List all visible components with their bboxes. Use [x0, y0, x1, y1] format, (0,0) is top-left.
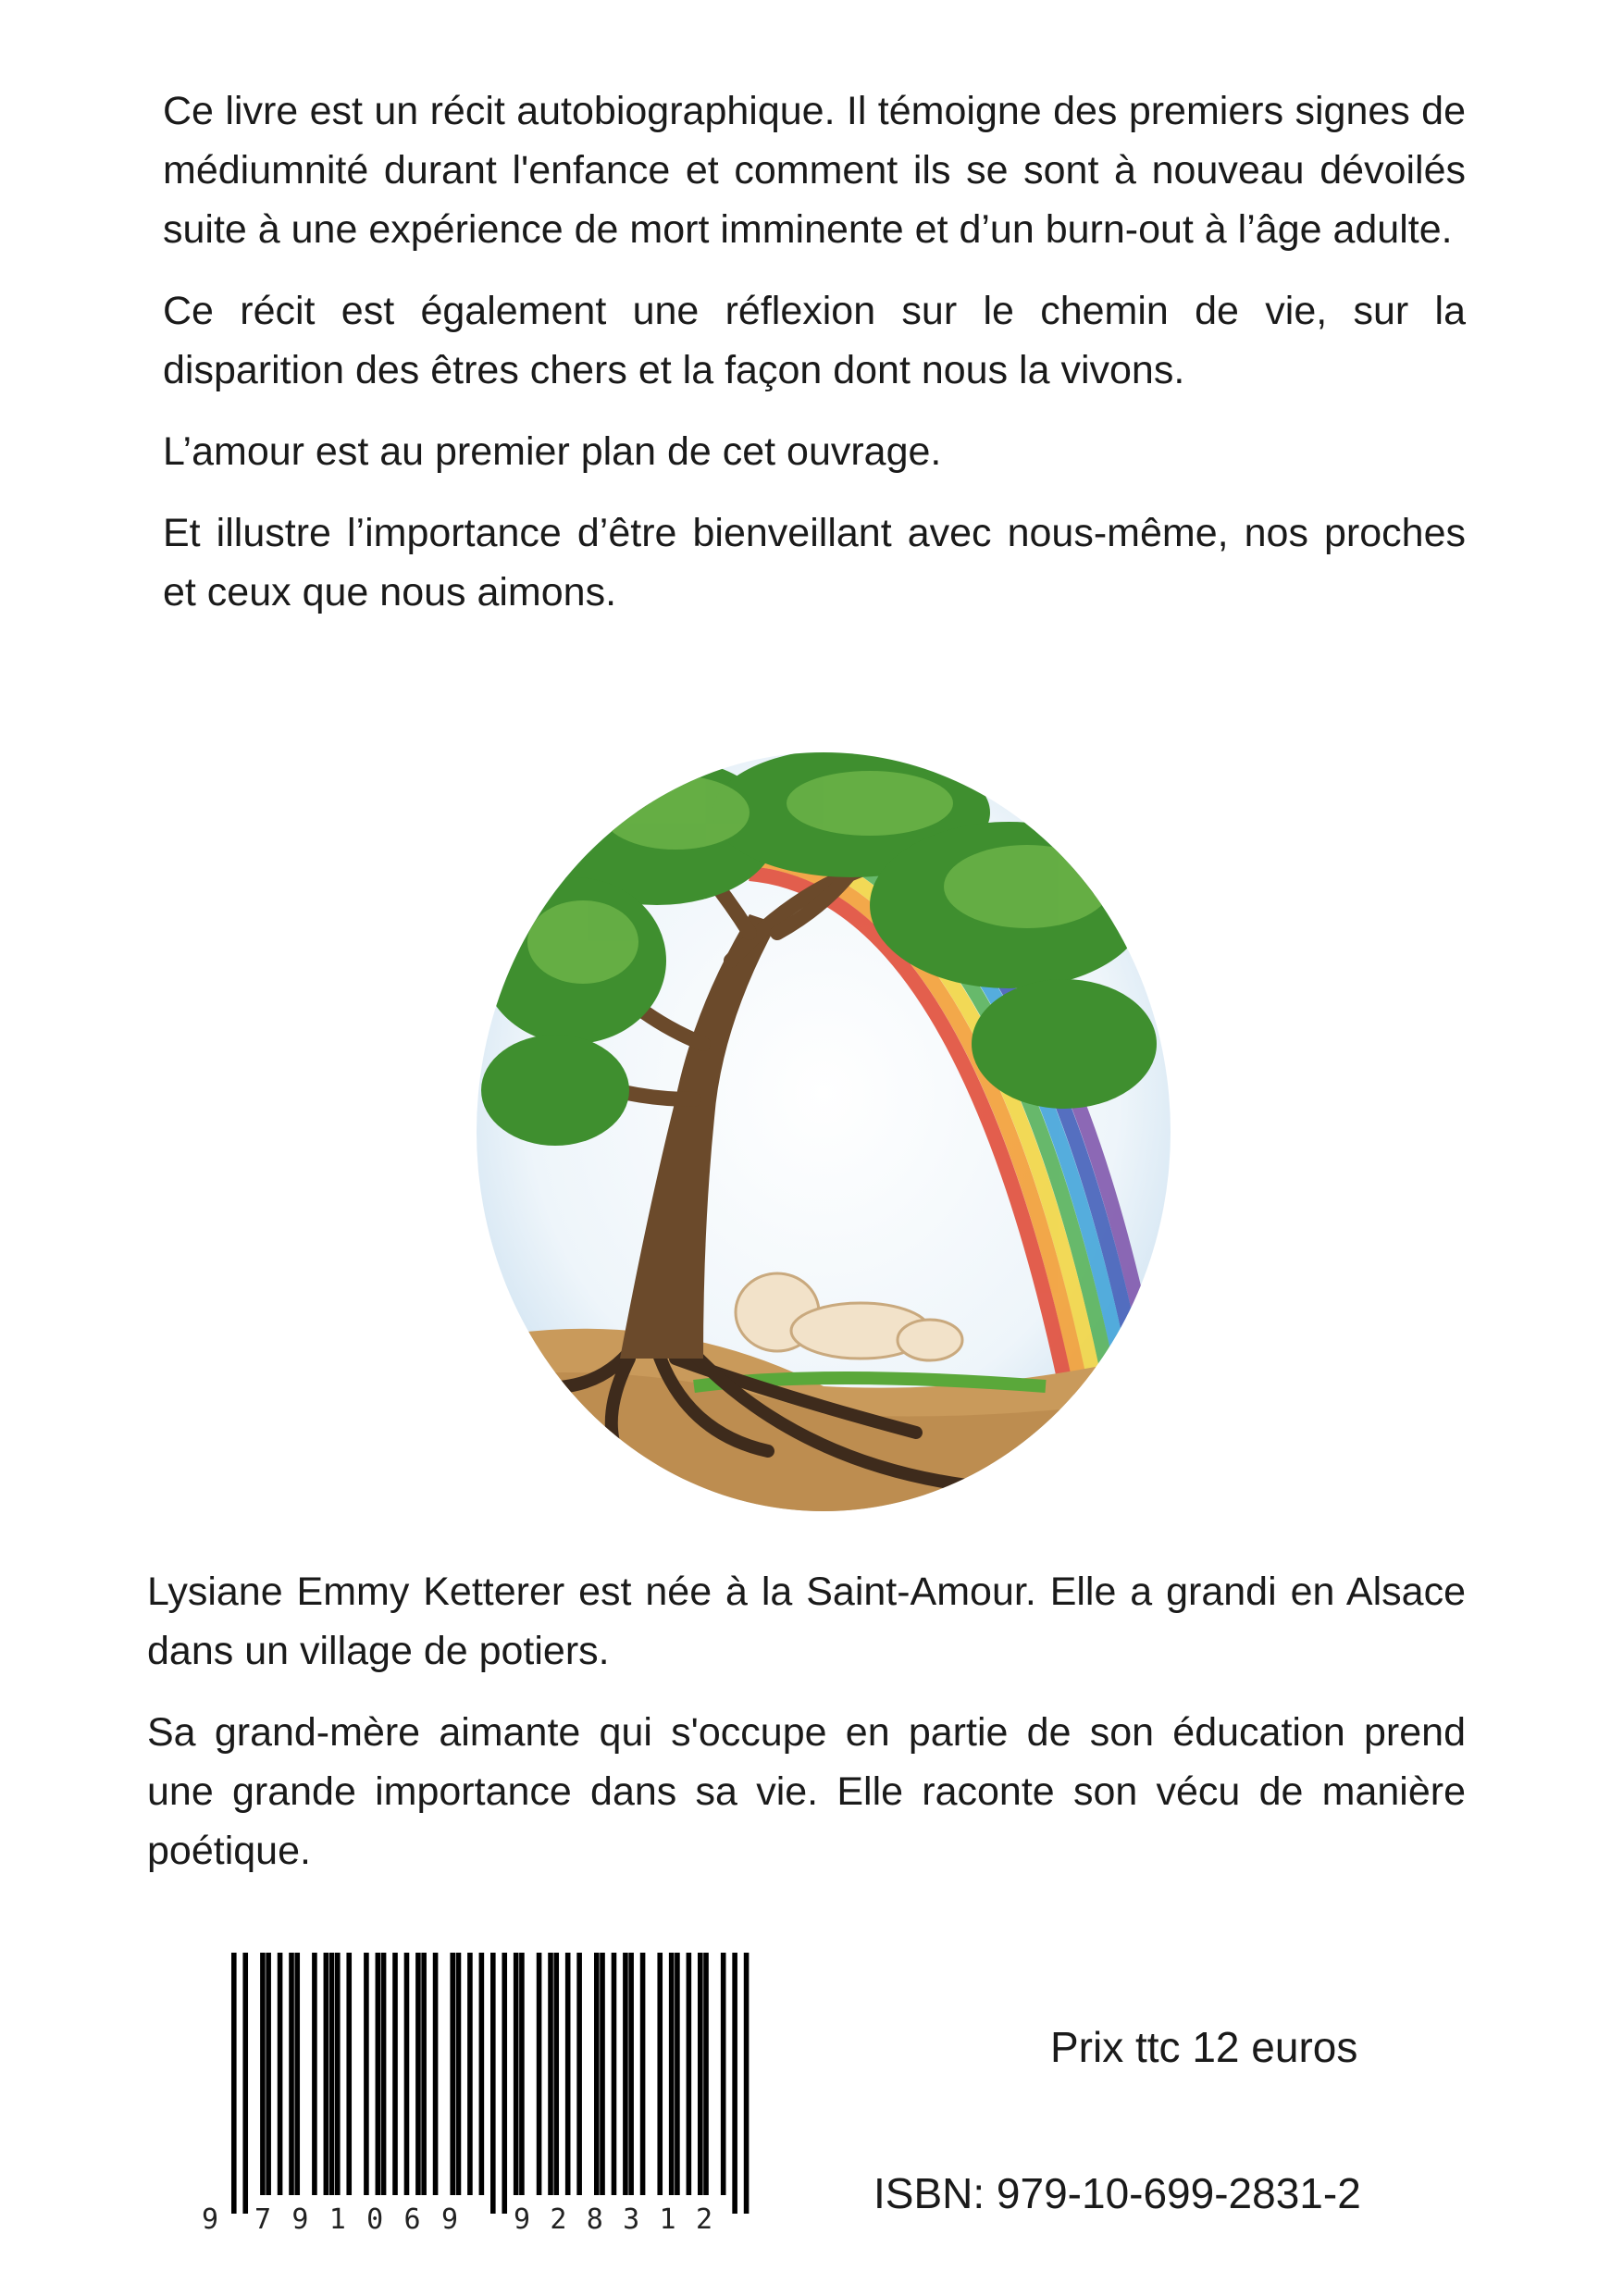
intro-text [163, 81, 1466, 644]
barcode-bar [415, 1953, 421, 2195]
isbn-label: ISBN: 979-10-699-2831-2 [873, 2169, 1361, 2217]
barcode-bar [623, 1953, 628, 2195]
barcode-lead-digit: 9 [202, 2203, 219, 2236]
barcode-bar [548, 1953, 553, 2195]
barcode-bar [514, 1953, 519, 2195]
barcode-bar [553, 1953, 559, 2195]
barcode-bar [502, 1953, 507, 2214]
author-paragraph-2: Sa grand-mère aimante qui s'occupe en partie de son éducation prend une grande importance dans sa vie. Elle raconte son vécu de manière poétique. [147, 1710, 1466, 1873]
barcode-bar [278, 1953, 283, 2195]
price-label: Prix ttc 12 euros [1050, 2023, 1358, 2071]
barcode-bar [324, 1953, 329, 2195]
barcode-bar [628, 1953, 634, 2195]
barcode-bar [576, 1953, 582, 2195]
barcode-bars [231, 1953, 749, 2214]
barcode-bar [364, 1953, 369, 2195]
barcode-bar [289, 1953, 294, 2195]
barcode-bar [329, 1953, 335, 2195]
intro-paragraph-2: Ce récit est également une réflexion sur le chemin de vie, sur la disparition des êtres chers et la façon dont nous la vivons. [163, 289, 1466, 392]
intro-paragraph-4: Et illustre l’importance d’être bienveillant avec nous-même, nos proches et ceux que nous aimons. [163, 511, 1466, 614]
barcode-bar [698, 1953, 703, 2195]
barcode-bar [565, 1953, 571, 2195]
barcode-bar [346, 1953, 352, 2195]
barcode-bar [335, 1953, 341, 2195]
barcode-bar [519, 1953, 525, 2195]
barcode-bar [612, 1953, 617, 2195]
barcode-bar [381, 1953, 387, 2195]
barcode-bar [600, 1953, 605, 2195]
barcode-right-digits: 928312 [514, 2203, 712, 2236]
barcode-bar [231, 1953, 237, 2214]
barcode-left-digits: 791069 [254, 2203, 458, 2236]
barcode-bar [421, 1953, 427, 2195]
barcode-bar [675, 1953, 680, 2195]
barcode-graphic [185, 1943, 768, 2240]
barcode-bar [732, 1953, 737, 2214]
barcode-bar [537, 1953, 542, 2195]
barcode-bar [657, 1953, 663, 2195]
barcode-bar [404, 1953, 410, 2195]
barcode-bar [703, 1953, 709, 2195]
barcode-bar [490, 1953, 496, 2214]
barcode-bar [242, 1953, 248, 2214]
barcode-bar [640, 1953, 646, 2195]
intro-paragraph-1: Ce livre est un récit autobiographique. Il témoigne des premiers signes de médiumnité durant l'enfance et comment ils se sont à nouveau dévoilés suite à une expérience de mort imminente et d’un burn-out à l’âge adulte. [163, 89, 1466, 252]
barcode-bar [376, 1953, 381, 2195]
barcode-bar [260, 1953, 266, 2195]
tree-illustration [472, 748, 1175, 1516]
barcode-bar [467, 1953, 473, 2195]
tree-icon [472, 748, 1175, 1516]
barcode-bar [433, 1953, 439, 2195]
barcode-bar [266, 1953, 271, 2195]
author-bio [147, 1562, 1466, 1903]
barcode-bar [479, 1953, 485, 2195]
intro-paragraph-3: L’amour est au premier plan de cet ouvrage. [163, 429, 942, 474]
barcode-bar [456, 1953, 462, 2195]
barcode-bar [294, 1953, 300, 2195]
barcode-bar [312, 1953, 317, 2195]
barcode-bar [687, 1953, 692, 2195]
barcode-bar [594, 1953, 600, 2195]
barcode-bar [669, 1953, 675, 2195]
barcode [185, 1943, 768, 2240]
barcode-bar [450, 1953, 455, 2195]
author-paragraph-1: Lysiane Emmy Ketterer est née à la Saint-Amour. Elle a grandi en Alsace dans un village de potiers. [147, 1570, 1466, 1673]
barcode-bar [392, 1953, 398, 2195]
barcode-bar [721, 1953, 726, 2195]
barcode-bar [744, 1953, 750, 2214]
